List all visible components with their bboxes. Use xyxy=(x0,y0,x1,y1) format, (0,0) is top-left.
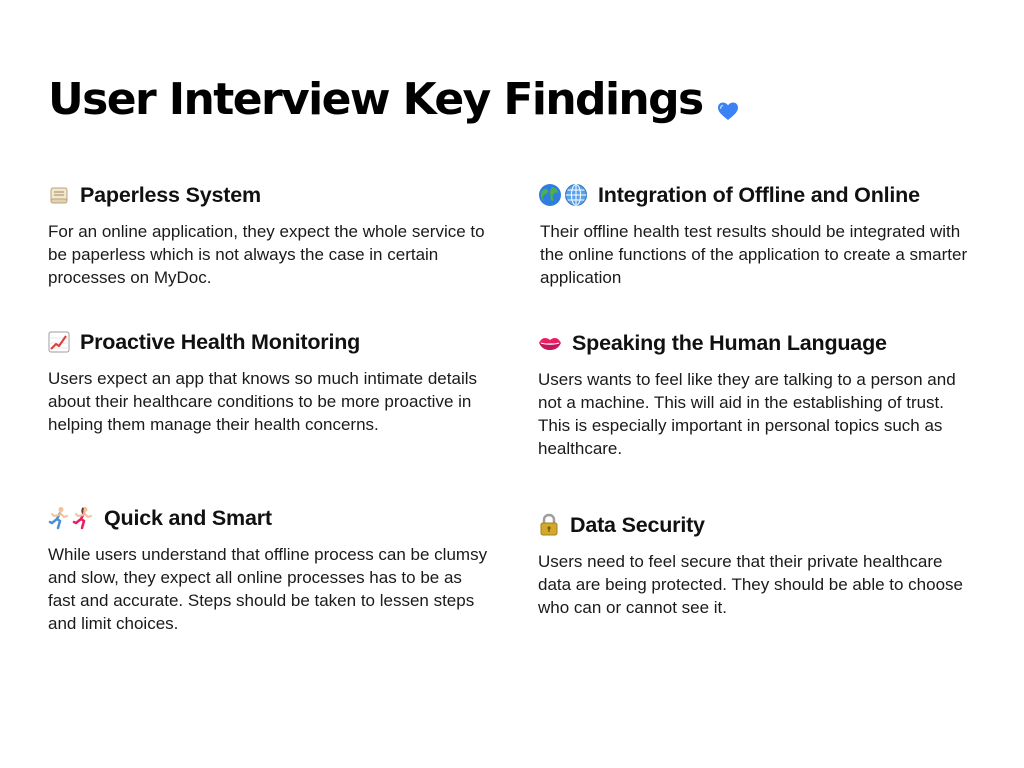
finding-title: Paperless System xyxy=(80,182,261,207)
blue-heart-icon xyxy=(716,99,740,123)
globe-meridians-icon xyxy=(564,183,588,207)
finding-body: Their offline health test results should be integrated with the online functions of the application to create a smarter application xyxy=(540,222,968,287)
finding-data-security xyxy=(538,510,978,619)
finding-body: Users expect an app that knows so much intimate details about their healthcare conditions to be more proactive in helping them manage their health concerns. xyxy=(48,369,477,434)
finding-header xyxy=(538,328,978,358)
finding-header xyxy=(48,180,488,210)
finding-proactive-health-monitoring xyxy=(48,327,488,436)
finding-body: Users wants to feel like they are talking to a person and not a machine. This will aid in the establishing of trust. This is especially important in personal topics such as healthcare. xyxy=(538,370,956,458)
finding-body: Users need to feel secure that their private healthcare data are being protected. They should be able to choose who can or cannot see it. xyxy=(538,552,963,617)
running-man-icon xyxy=(48,506,70,530)
finding-header xyxy=(48,503,488,533)
finding-header xyxy=(48,327,488,357)
finding-header xyxy=(538,510,978,540)
lips-icon xyxy=(538,333,562,353)
finding-title: Proactive Health Monitoring xyxy=(80,329,361,354)
lock-icon xyxy=(538,513,560,537)
scroll-icon xyxy=(48,184,70,206)
finding-body: For an online application, they expect the whole service to be paperless which is not always the case in certain processes on MyDoc. xyxy=(48,222,485,287)
finding-header xyxy=(538,180,978,210)
running-woman-icon xyxy=(72,506,94,530)
finding-quick-and-smart xyxy=(48,503,488,635)
finding-body: While users understand that offline process can be clumsy and slow, they expect all online processes has to be as fast and accurate. Steps should be taken to lessen steps and limit choices. xyxy=(48,545,488,633)
page-title: User Interview Key Findings xyxy=(48,74,703,125)
chart-increasing-icon xyxy=(48,331,70,353)
finding-speaking-human-language xyxy=(538,328,978,460)
finding-title: Data Security xyxy=(570,512,705,537)
finding-integration-offline-online xyxy=(538,180,978,289)
finding-title: Quick and Smart xyxy=(104,505,272,530)
finding-title: Speaking the Human Language xyxy=(572,330,887,355)
globe-earth-icon xyxy=(538,183,562,207)
finding-title: Integration of Offline and Online xyxy=(598,182,920,207)
finding-paperless-system xyxy=(48,180,488,289)
